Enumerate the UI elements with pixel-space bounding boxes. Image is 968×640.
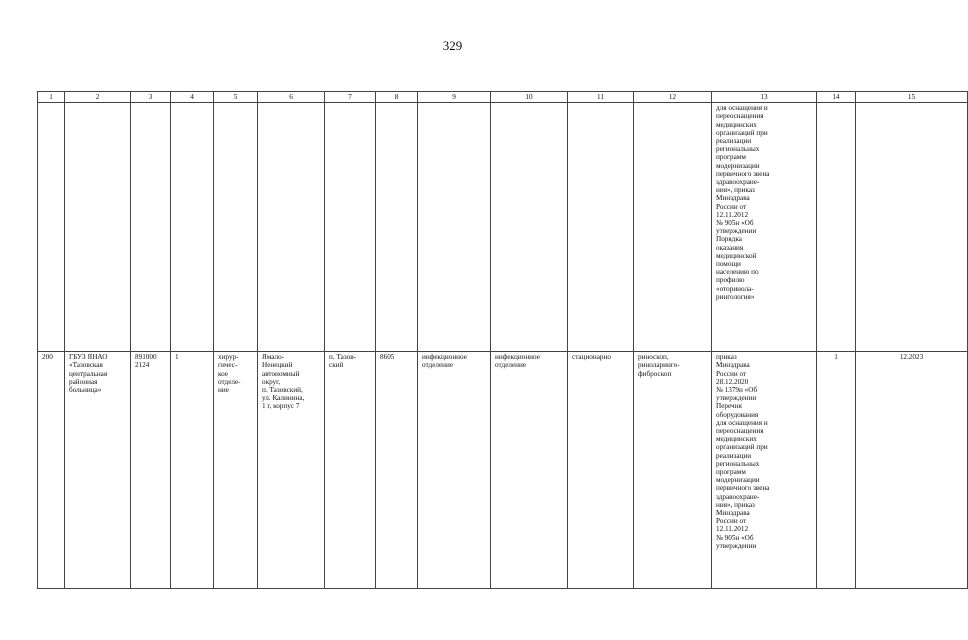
organization-cell: ГБУЗ ЯНАО «Тазовская центральная районная больница»: [65, 352, 131, 589]
column-header: 5: [214, 92, 258, 103]
column-header: 13: [712, 92, 817, 103]
row-number-cell: 200: [38, 352, 65, 589]
table-cell: 1: [171, 352, 214, 589]
table-cell: [568, 103, 634, 352]
column-header: 14: [817, 92, 856, 103]
quantity-cell: 1: [817, 352, 856, 589]
column-header: 7: [325, 92, 376, 103]
column-header: 8: [376, 92, 418, 103]
page-number: 329: [442, 38, 463, 53]
column-header: 2: [65, 92, 131, 103]
column-header: 12: [634, 92, 712, 103]
inn-cell: 891000 2124: [131, 352, 171, 589]
continuation-row: [38, 103, 968, 352]
table-cell: [325, 103, 376, 352]
code-cell: 8605: [376, 352, 418, 589]
date-cell: 12.2023: [856, 352, 968, 589]
table-cell: [38, 103, 65, 352]
care-condition-cell: стационарно: [568, 352, 634, 589]
table-cell: [171, 103, 214, 352]
table-cell: [258, 103, 325, 352]
table-cell: [131, 103, 171, 352]
table-row: [38, 352, 968, 589]
column-number-row: [38, 92, 968, 103]
table-cell: [418, 103, 491, 352]
column-header: 10: [491, 92, 568, 103]
column-header: 9: [418, 92, 491, 103]
column-header: 1: [38, 92, 65, 103]
column-header: 15: [856, 92, 968, 103]
table-cell: [65, 103, 131, 352]
table-cell: [856, 103, 968, 352]
column-header: 11: [568, 92, 634, 103]
legal-basis-cell: приказ Минздрава России от 28.12.2020 № 1379н «Об утверждении Перечня оборудования для оснащения и переоснащения медицинских организаций при реализации региональных программ модернизации первичного звена здравоохране- ния», приказ Минздрава России от 12.11.2012 № 905н «Об утверждении: [712, 352, 817, 589]
column-header: 3: [131, 92, 171, 103]
table-cell: [634, 103, 712, 352]
equipment-cell: риноскоп, риноларинго- фиброскоп: [634, 352, 712, 589]
equipment-register-table: [37, 91, 968, 589]
address-cell: Ямало- Ненецкий автономный округ, п. Тазовский, ул. Калинина, 1 г, корпус 7: [258, 352, 325, 589]
column-header: 4: [171, 92, 214, 103]
table-cell: [376, 103, 418, 352]
column-header: 6: [258, 92, 325, 103]
legal-basis-cell: для оснащения и переоснащения медицинских организаций при реализации региональных программ модернизации первичного звена здравоохране- ния», приказ Минздрава России от 12.11.2012 № 905н «Об утверждении Порядка оказания медицинской помощи населению по профилю «оторинола- рингология»: [712, 103, 817, 352]
locality-cell: п. Тазов- ский: [325, 352, 376, 589]
table-cell: [214, 103, 258, 352]
table-cell: [491, 103, 568, 352]
unit-cell: инфекционное отделение: [418, 352, 491, 589]
department-cell: хирур- гичес- кое отделе- ние: [214, 352, 258, 589]
table-cell: [817, 103, 856, 352]
unit-cell: инфекционное отделение: [491, 352, 568, 589]
